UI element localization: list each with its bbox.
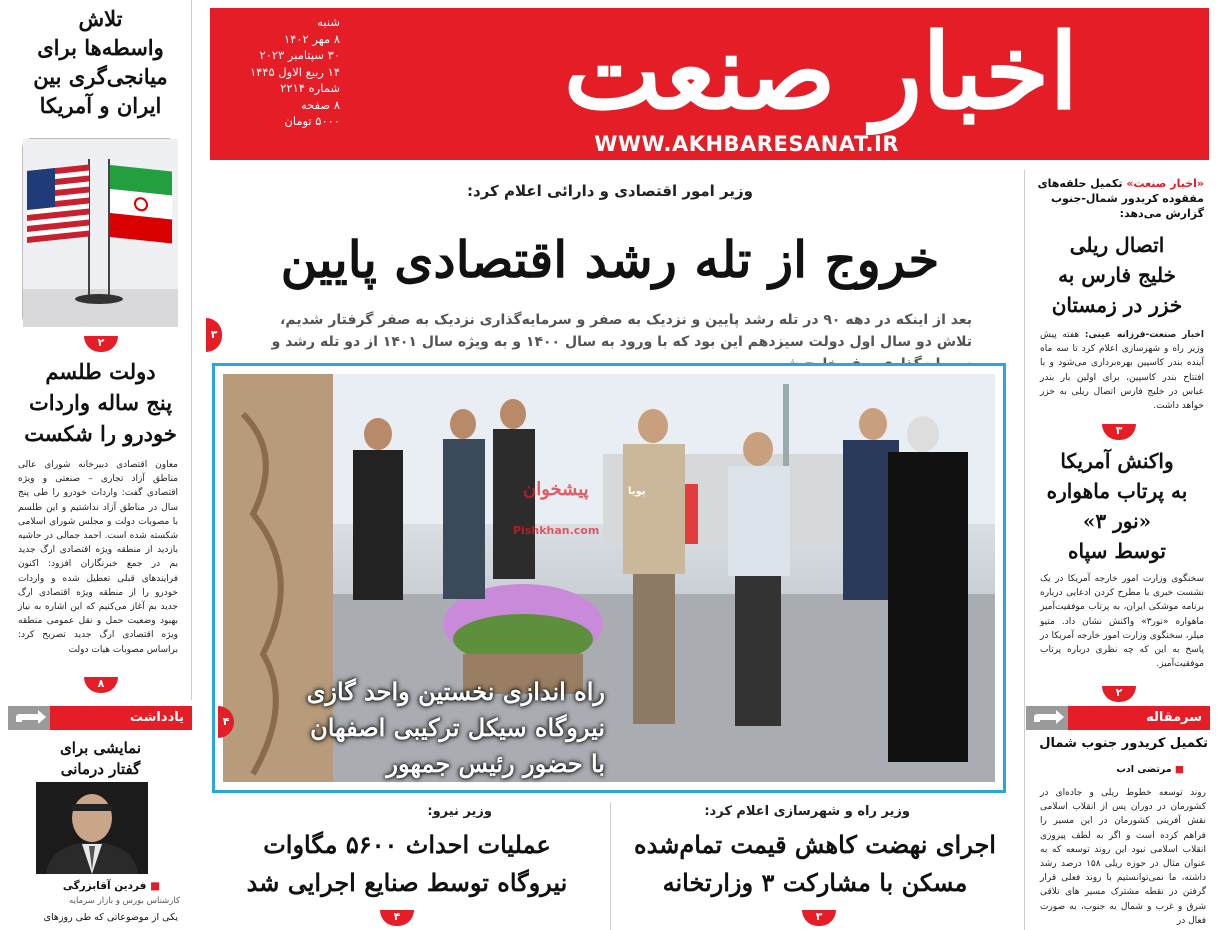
- left-top-headline[interactable]: [18, 4, 183, 120]
- caption-line: نیروگاه سیکل ترکیبی اصفهان: [310, 713, 605, 742]
- page-badge[interactable]: ۴: [218, 706, 234, 738]
- right-intro: [1036, 176, 1204, 221]
- main-lead: بعد از اینکه در دهه ۹۰ در تله رشد پایین و نزدیک به صفر و سرمایه‌گذاری نزدیک به صفر گرفتار شدیم، تلاش دو سال اول دولت سیزدهم این بود که با ورود به سال ۱۴۰۰ و به ویژه سال ۱۴۰۱ از دو تله رشد و: [271, 312, 972, 350]
- headline-line: عملیات احداث ۵۶۰۰ مگاوات: [263, 830, 551, 859]
- story-divider: [610, 802, 611, 930]
- byline: اخبار صنعت-فرزانه عینی:: [1084, 330, 1204, 340]
- editorial-body: روند توسعه خطوط ریلی و جاده‌ای در کشورمان در دوران پس از انقلاب اسلامی نقش آفرینی کشورمان در این مسیر را فراهم کرده است و اگر به لطف پیروزی انقلاب اسلامی نبود این روند توسعه که به عنوان مثال در حوزه ریلی ۱۵۸ درصد رشد داشته، ما نمی‌توانستیم با روند فعلی قرار گرفتن در نقطه مشترک مسیر های تلاقی شرق و غرب و شمال به جنوب، به صورت فعال در: [1040, 788, 1206, 926]
- headline-line: اتصال ریلی: [1069, 233, 1165, 257]
- column-section-label: یادداشت: [50, 706, 192, 730]
- price: ۵۰۰۰ تومان: [284, 114, 340, 128]
- arrow-icon: [8, 706, 50, 730]
- headline-line: خلیج فارس به: [1058, 263, 1176, 287]
- editorial-author-name: مرتضی ادب: [1116, 764, 1172, 775]
- author-name: [20, 880, 160, 892]
- watermark-logo: پیشخوان: [523, 479, 589, 500]
- story-right-kicker: وزیر راه و شهرسازی اعلام کرد:: [704, 804, 910, 819]
- arrow-icon: [1026, 706, 1068, 730]
- right-story2-body: سخنگوی وزارت امور خارجه آمریکا در یک نشست خبری با مطرح کردن ادعایی درباره برنامه موشکی ایران، به پرتاب موفقیت‌آمیز ماهواره «نور۳» واکنش نشان داد. متیو میلر، سخنگوی وزارت امور خارجه آمریکا در پاسخ به این که چه نظری درباره پرتاب موفقیت‌آمیز.: [1040, 574, 1205, 670]
- page-badge[interactable]: ۳: [1102, 424, 1136, 440]
- headline-line: واسطه‌ها برای: [37, 35, 164, 60]
- issue-date-hijri: ۱۴ ربیع الاول ۱۴۴۵: [249, 64, 340, 79]
- headline-line: دولت طلسم: [45, 359, 156, 384]
- issue-date-persian: ۸ مهر ۱۴۰۲: [283, 31, 340, 46]
- editorial-arrow-box: [1026, 706, 1068, 730]
- main-photo: [223, 374, 995, 782]
- square-bullet-icon: ■: [1175, 764, 1184, 775]
- author-portrait-icon: [36, 782, 148, 874]
- headline-line: خودرو را شکست: [24, 421, 177, 446]
- main-kicker: وزیر امور اقتصادی و دارائی اعلام کرد:: [467, 182, 753, 200]
- watermark-url: Pishkhan.com: [513, 524, 600, 537]
- headline-line: میانجی‌گری بین: [33, 64, 168, 89]
- headline-line: تلاش: [78, 6, 123, 31]
- editorial-section-label: سرمقاله: [1068, 706, 1210, 730]
- photo-caption: [205, 674, 605, 782]
- page-badge[interactable]: ۲: [84, 336, 118, 352]
- headline-line: نیروگاه توسط صنایع اجرایی شد: [246, 868, 568, 897]
- issue-number: شماره ۲۲۱۴: [280, 81, 340, 95]
- headline-line: «نور ۳»: [1082, 509, 1152, 533]
- page-badge[interactable]: ۳: [206, 318, 222, 352]
- masthead-logo: اخبار صنعت: [563, 10, 1079, 133]
- issue-day: شنبه: [317, 15, 340, 29]
- masthead-url[interactable]: WWW.AKHBARESANAT.IR: [594, 132, 899, 156]
- main-headline[interactable]: خروج از تله رشد اقتصادی پایین: [280, 230, 940, 289]
- us-iran-flags-icon: [23, 139, 178, 327]
- headline-line: به پرتاب ماهواره: [1046, 479, 1188, 503]
- headline-line: خزر در زمستان: [1051, 293, 1183, 317]
- editorial-author: [1032, 764, 1184, 775]
- left-story2-headline[interactable]: [18, 356, 183, 449]
- caption-line: راه اندازی نخستین واحد گازی: [306, 677, 605, 706]
- headline-line: پنج ساله واردات: [28, 390, 173, 415]
- flags-photo: [22, 138, 177, 326]
- masthead: [210, 8, 1209, 160]
- headline-line: نمایشی برای: [59, 739, 142, 757]
- main-photo-frame[interactable]: [212, 363, 1006, 793]
- headline-line: واکنش آمریکا: [1060, 449, 1174, 473]
- page-badge[interactable]: ۴: [380, 910, 414, 926]
- issue-date-gregorian: ۳۰ سپتامبر ۲۰۲۳: [259, 48, 340, 62]
- column-title[interactable]: [18, 738, 183, 780]
- story-left-headline[interactable]: [212, 826, 602, 902]
- right-story1-headline[interactable]: [1030, 230, 1204, 320]
- headline-line: مسکن با مشارکت ۳ وزارتخانه: [662, 868, 968, 897]
- issue-info: [220, 14, 340, 130]
- caption-line: با حضور رئیس جمهور: [386, 749, 605, 778]
- headline-line: گفتار درمانی: [60, 760, 141, 778]
- intro-text: تکمیل حلقه‌های مفقوده کریدور شمال-جنوب گزارش می‌دهد:: [1037, 177, 1204, 220]
- column-body: یکی از موضوعاتی که طی روزهای: [43, 912, 178, 923]
- story-right-headline[interactable]: [620, 826, 1010, 902]
- author-photo: [36, 782, 148, 874]
- editorial-title[interactable]: تکمیل کریدور جنوب شمال: [1039, 736, 1208, 751]
- intro-source: «اخبار صنعت»: [1126, 177, 1204, 190]
- headline-line: ایران و آمریکا: [39, 93, 162, 118]
- story-left-kicker: وزیر نیرو:: [427, 804, 492, 819]
- page-count: ۸ صفحه: [300, 97, 340, 112]
- headline-line: اجرای نهضت کاهش قیمت تمام‌شده: [634, 830, 996, 859]
- column-arrow-box: [8, 706, 50, 730]
- right-story1-body: [1040, 328, 1204, 420]
- body-text: هفته پیش وزیر راه و شهرسازی اعلام کرد تا سه ماه آینده بندر کاسپین بهره‌برداری می‌شود و با افتتاح بندر کاسپین، برای اولین بار بندر عباس در خلیج فارس اتصال ریلی به خزر خواهد داشت.: [1040, 330, 1204, 412]
- banner-text: پویا: [628, 486, 646, 497]
- author-name-text: فردین آقابزرگی: [62, 880, 147, 892]
- author-role: کارشناس بورس و بازار سرمایه: [69, 896, 180, 906]
- right-story2-headline[interactable]: [1030, 446, 1204, 566]
- left-story2-body: معاون اقتصادی دبیرخانه شورای عالی مناطق آزاد تجاری – صنعتی و ویژه اقتصادی گفت: واردات خودرو را طی پنج سال در مناطق آزاد نداشتیم و این طلسم با مصوبات دولت و مجلس شورای اسلامی شکسته شده است. احمد جمالی در حاشیه بازدید از منطقه ویژه اقتصادی ارگ جدید بم در جمع خبرنگاران افزود: اکنون فرایندهای قبلی تعطیل شده و واردات خودرو را از منطقه ویژه اقتصادی ارگ جدید بم آغاز می‌کنیم که این اشاره به نیاز بهبود وضعیت حمل و نقل عمومی منطقه ویژه اقتصادی ارگ جدید تصریح کرد: براساس مصوبات هیات دولت: [18, 460, 178, 655]
- page-badge[interactable]: ۲: [1102, 686, 1136, 702]
- headline-line: توسط سپاه: [1068, 539, 1166, 563]
- page-badge[interactable]: ۸: [84, 677, 118, 693]
- square-bullet-icon: ■: [150, 880, 160, 892]
- page-badge[interactable]: ۳: [802, 910, 836, 926]
